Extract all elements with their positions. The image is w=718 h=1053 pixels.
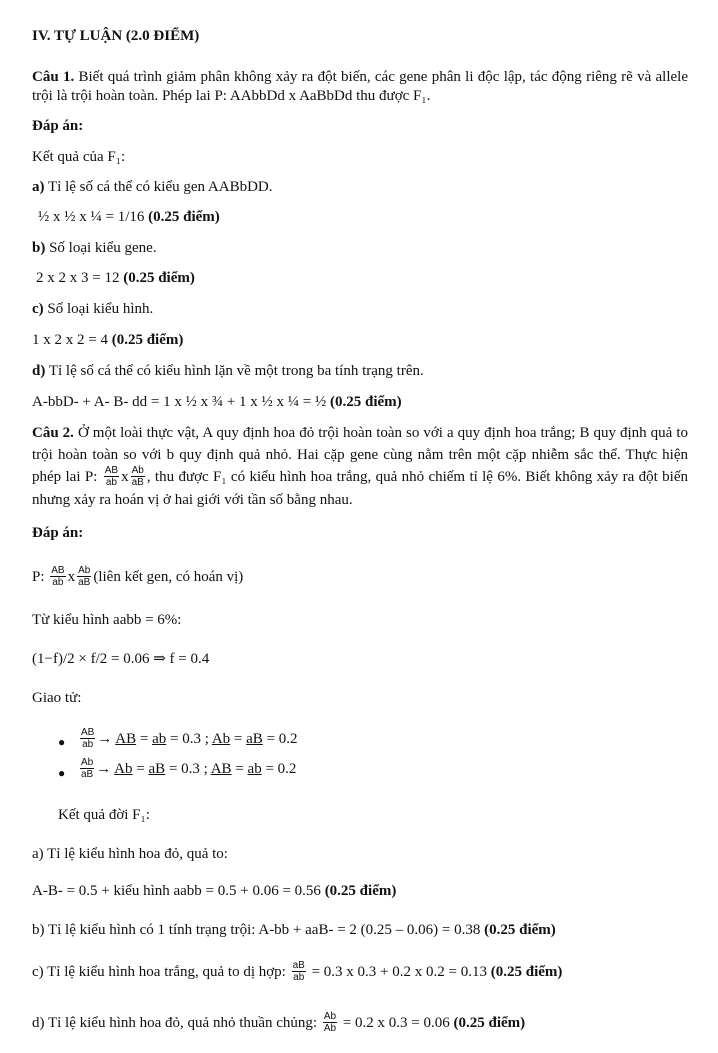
q2-formula: (1−f)/2 × f/2 = 0.06 ⇒ f = 0.4 (32, 651, 210, 667)
q1-answer-label: Đáp án: (32, 118, 84, 134)
q1-part-a: a) Tỉ lệ số cá thể có kiểu gen AABbDD. (32, 179, 273, 195)
question-2-label: Câu 2. (32, 425, 74, 441)
q1-part-d: d) Tỉ lệ số cá thể có kiểu hình lặn về một trong ba tính trạng trên. (32, 363, 424, 379)
q1-part-b: b) Số loại kiểu gene. (32, 240, 157, 256)
genotype-fraction: $\frac{Ab}{Ab}$ (323, 1011, 337, 1034)
genotype-fraction: $\frac{AB}{ab}$ (51, 565, 65, 588)
q1-part-a-answer: ½ x ½ x ¼ = 1/16 (0.25 điểm) (38, 209, 220, 225)
q1-part-c-answer: 1 x 2 x 2 = 4 (0.25 điểm) (32, 332, 184, 348)
q1-part-b-answer: 2 x 2 x 3 = 12 (0.25 điểm) (36, 270, 195, 286)
gamete-line-1: $\frac{AB}{ab}$ → AB = ab = 0.3 ; Ab = aB = 0.2 (81, 727, 298, 751)
q1-part-c: c) Số loại kiểu hình. (32, 301, 154, 317)
q1-part-d-answer: A-bbD- + A- B- dd = 1 x ½ x ¾ + 1 x ½ x ¼ = ½ (0.25 điểm) (32, 394, 402, 410)
q2-result-label: Kết quả đời F₁: (58, 807, 150, 823)
question-1 (32, 68, 688, 106)
gamete-line-2: $\frac{Ab}{aB}$ → Ab = aB = 0.3 ; AB = ab = 0.2 (81, 757, 297, 781)
question-2: Câu 2. Ở một loài thực vật, A quy định hoa đỏ trội hoàn toàn so với a quy định hoa trắng; B quy định quả to trội hoàn toàn so với b quy định quả nhỏ. Hai cặp gene cùng nằm trên một cặp nhiễm sắc thể. Thực hiện phép lai P: $\frac{AB}{ab}$ x $\frac{Ab}{aB}$ , thu được F₁ có kiểu hình hoa trắng, quả nhỏ chiếm tỉ lệ 6%. Biết không xảy ra đột biến nhưng xảy ra hoán vị ở hai giới với tần số bằng nhau. (32, 425, 688, 509)
q2-part-d: d) Tỉ lệ kiểu hình hoa đỏ, quả nhỏ thuần chủng: $\frac{Ab}{Ab}$ = 0.2 x 0.3 = 0.06 (0.25 điểm) (32, 1011, 526, 1034)
q2-part-a-answer: A-B- = 0.5 + kiểu hình aabb = 0.5 + 0.06 = 0.56 (0.25 điểm) (32, 883, 397, 899)
genotype-fraction: $\frac{AB}{ab}$ (81, 727, 95, 751)
bullet-icon: ● (58, 766, 66, 780)
q2-gamete-label: Giao tử: (32, 690, 82, 706)
genotype-fraction: $\frac{AB}{ab}$ (104, 465, 119, 489)
question-1-label: Câu 1. (32, 69, 75, 85)
q2-part-c: c) Tỉ lệ kiểu hình hoa trắng, quả to dị hợp: $\frac{aB}{ab}$ = 0.3 x 0.3 + 0.2 x 0.2 = 0.13 (0.25 điểm) (32, 960, 563, 983)
q2-aabb-line: Từ kiểu hình aabb = 6%: (32, 612, 182, 628)
genotype-fraction: $\frac{Ab}{aB}$ (81, 757, 94, 781)
question-1-text: Biết quá trình giảm phân không xảy ra đột biến, các gene phân li độc lập, tác động riêng rẽ và allele trội là trội hoàn toàn. Phép lai P: AAbbDd x AaBbDd thu được F₁. (32, 69, 688, 104)
section-title: IV. TỰ LUẬN (2.0 ĐIỂM) (32, 28, 200, 44)
q2-parent-line: P: $\frac{AB}{ab}$ x $\frac{Ab}{aB}$ (liên kết gen, có hoán vị) (32, 565, 244, 588)
q2-answer-label: Đáp án: (32, 525, 84, 541)
q2-part-a: a) Tỉ lệ kiểu hình hoa đỏ, quả to: (32, 846, 228, 862)
q2-part-b: b) Tỉ lệ kiểu hình có 1 tính trạng trội: A-bb + aaB- = 2 (0.25 – 0.06) = 0.38 (0.25 điểm) (32, 922, 556, 938)
genotype-fraction: $\frac{Ab}{aB}$ (78, 565, 91, 588)
genotype-fraction: $\frac{Ab}{aB}$ (131, 465, 144, 489)
bullet-icon: ● (58, 735, 66, 749)
q1-result-label: Kết quả của F₁: (32, 149, 126, 165)
genotype-fraction: $\frac{aB}{ab}$ (292, 960, 305, 983)
